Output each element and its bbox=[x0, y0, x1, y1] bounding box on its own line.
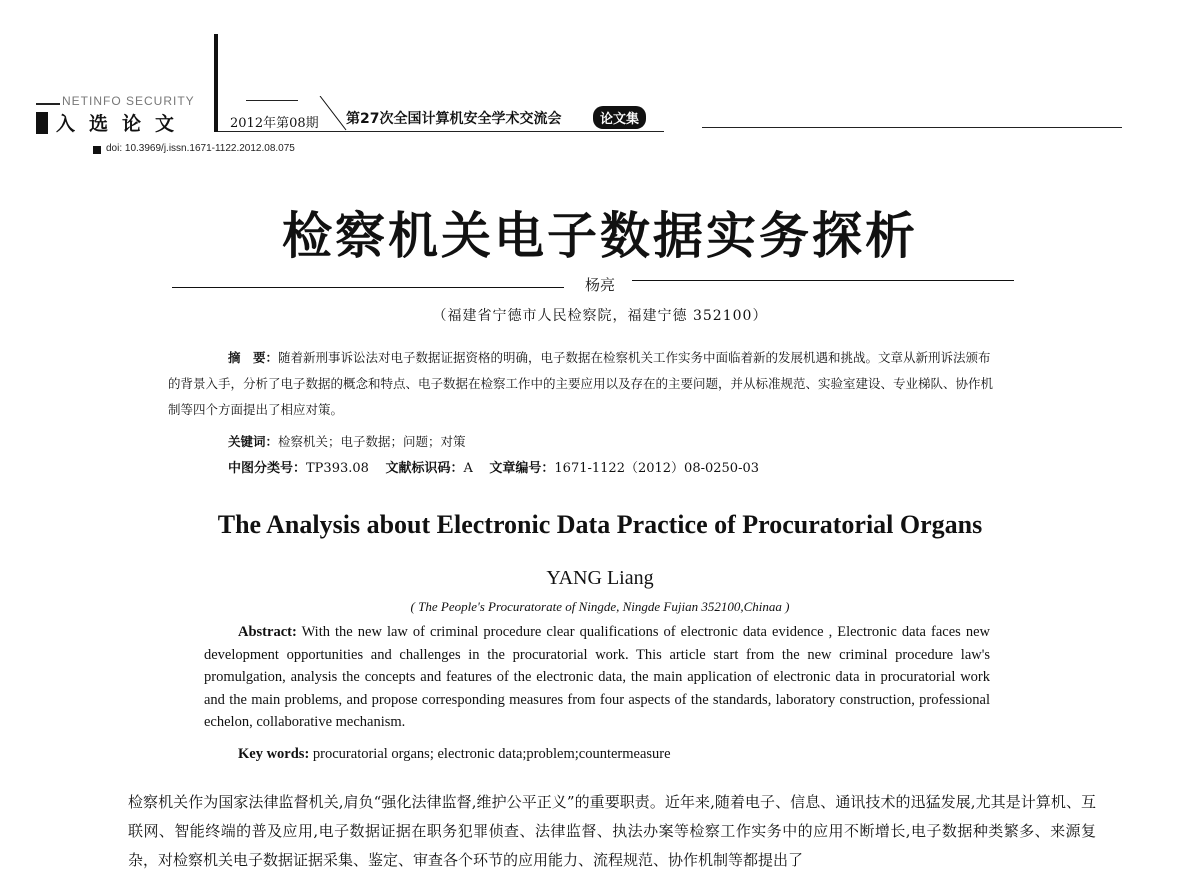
english-affiliation: ( The People's Procuratorate of Ningde, Ningde Fujian 352100,Chinaa ) bbox=[410, 599, 790, 614]
section-marker bbox=[36, 112, 48, 134]
affiliation: （福建省宁德市人民检察院，福建宁德 352100） bbox=[432, 308, 768, 324]
body-text bbox=[96, 788, 1096, 875]
doc-code-label: 文献标识码： bbox=[385, 461, 464, 476]
collection-badge: 论文集 bbox=[593, 106, 646, 129]
abstract-cn bbox=[168, 345, 996, 423]
clc-value: TP393.08 bbox=[306, 461, 369, 476]
issue-rule bbox=[246, 100, 298, 101]
article-number-value: 1671-1122（2012）08-0250-03 bbox=[554, 461, 760, 476]
keywords-en-text: procuratorial organs; electronic data;problem;countermeasure bbox=[312, 746, 671, 762]
header-rule-right bbox=[702, 127, 1122, 128]
paper-title: 检察机关电子数据实务探析 bbox=[282, 206, 918, 265]
abstract-en bbox=[204, 621, 990, 734]
abstract-en-text: With the new law of criminal procedure clear qualifications of electronic data evidence , Electronic data faces new development opportunities and challenges in the procuratorial work. This article start from the new criminal procedure law's promulgation, analysis the concepts and features of the electronic data, the main application of electronic data in procuratorial work and the main problems, and propose corresponding measures from four aspects of the standards, laboratory construction, professional echelon, collaborative mechanism. bbox=[204, 624, 990, 730]
keywords-en bbox=[238, 746, 671, 763]
keywords-cn-label: 关键词： bbox=[228, 434, 279, 449]
issue-number: 2012年第08期 bbox=[230, 116, 319, 131]
journal-brand: NETINFO SECURITY bbox=[62, 94, 195, 108]
doi: doi: 10.3969/j.issn.1671-1122.2012.08.075 bbox=[106, 143, 295, 154]
article-number-label: 文章编号： bbox=[489, 461, 555, 476]
english-title: The Analysis about Electronic Data Practice of Procuratorial Organs bbox=[217, 510, 983, 539]
author-name: 杨亮 bbox=[584, 276, 615, 294]
keywords-cn-text: 检察机关；电子数据；问题；对策 bbox=[278, 434, 466, 449]
header-vertical-bar bbox=[214, 34, 218, 132]
keywords-en-label: Key words: bbox=[238, 746, 310, 762]
abstract-cn-text: 随着新刑事诉讼法对电子数据证据资格的明确，电子数据在检察机关工作实务中面临着新的发展机遇和挑战。文章从新刑诉法颁布的背景入手，分析了电子数据的概念和特点、电子数据在检察工作中的主要应用以及存在的主要问题，并从标准规范、实验室建设、专业梯队、协作机制等四个方面提出了相应对策。 bbox=[168, 350, 994, 417]
doi-bullet bbox=[93, 146, 101, 154]
abstract-cn-label: 摘 要： bbox=[228, 350, 279, 365]
doc-code-value: A bbox=[463, 461, 473, 476]
header-rule bbox=[218, 131, 664, 132]
conference-name: 第27次全国计算机安全学术交流会 bbox=[346, 111, 562, 127]
author-rule-right bbox=[632, 280, 1014, 281]
body-paragraph: 检察机关作为国家法律监督机关,肩负“强化法律监督,维护公平正义”的重要职责。近年来,随着电子、信息、通讯技术的迅猛发展,尤其是计算机、互联网、智能终端的普及应用,电子数据证据在职务犯罪侦查、法律监督、执法办案等检察工作实务中的应用不断增长,电子数据种类繁多、来源复杂，对检察机关电子数据证据采集、鉴定、审查各个环节的应用能力、流程规范、协作机制等都提出了 bbox=[128, 793, 1096, 869]
abstract-en-label: Abstract: bbox=[238, 624, 297, 640]
brand-line bbox=[36, 103, 60, 105]
clc-label: 中图分类号： bbox=[228, 461, 307, 476]
keywords-cn bbox=[228, 432, 466, 450]
section-label: 入选论文 bbox=[56, 113, 189, 135]
classification-line bbox=[228, 457, 759, 476]
english-author: YANG Liang bbox=[546, 567, 654, 589]
